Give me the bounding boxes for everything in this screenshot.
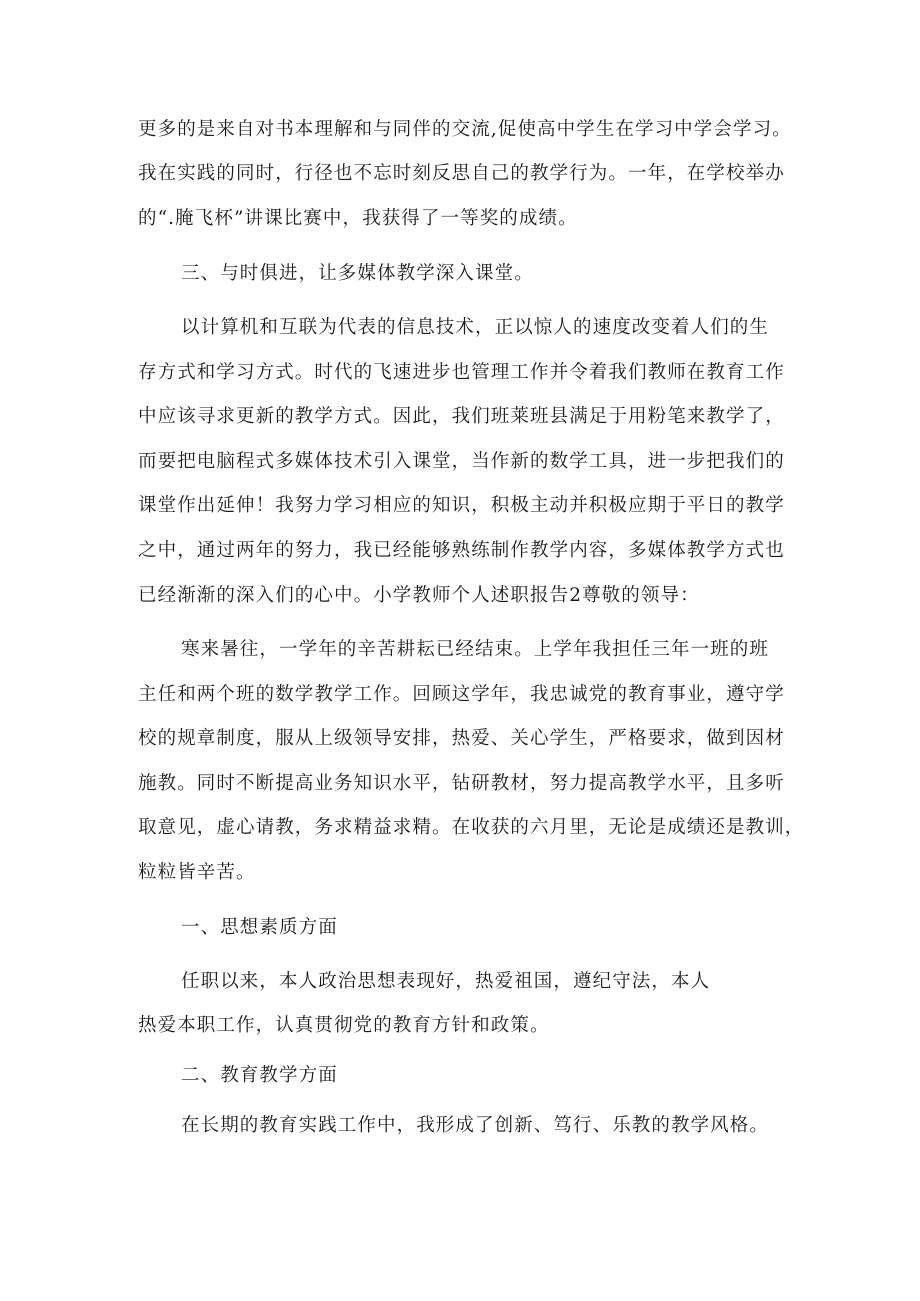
text-line: 任职以来，本人政治思想表现好，热爱祖国，遵纪守法，本人 [181,971,711,992]
text-line: 热爱本职工作，认真贯彻党的教育方针和政策。 [138,1015,550,1036]
text-line: 在长期的教育实践工作中，我形成了创新、笃行、乐教的教学风格。 [181,1115,770,1136]
text-line: 施教。同时不断提高业务知识水平，钻研教材，努力提高教学水平，且多听 [138,773,785,794]
text-line: 校的规章制度，服从上级领导安排，热爱、关心学生，严格要求，做到因材 [138,728,785,749]
text-line: 而要把电脑程式多媒体技术引入课堂，当作新的数学工具，进一步把我们的 [138,451,785,472]
text-line: 更多的是来自对书本理解和与同伴的交流,促使高中学生在学习中学会学习。 [138,119,792,140]
section-heading: 三、与时俱进，让多媒体教学深入课堂。 [181,263,534,284]
text-line: 已经渐渐的深入们的心中。小学教师个人述职报告2尊敬的领导： [138,585,700,606]
section-heading: 二、教育教学方面 [181,1065,338,1086]
text-line: 主任和两个班的数学教学工作。回顾这学年，我忠诚党的教育事业，遵守学 [138,684,785,705]
text-line: 粒粒皆辛苦。 [138,862,256,883]
text-line: 之中，通过两年的努力，我已经能够熟练制作教学内容，多媒体教学方式也 [138,540,785,561]
text-line: 存方式和学习方式。时代的飞速进步也管理工作并令着我们教师在教育工作 [138,362,785,383]
text-line: 的“.腌飞杯”讲课比赛中，我获得了一等奖的成绩。 [138,208,578,229]
text-line: 我在实践的同时，行径也不忘时刻反思自己的教学行为。一年，在学校举办 [138,163,785,184]
text-line: 寒来暑往，一学年的辛苦耕耘已经结束。上学年我担任三年一班的班 [181,639,770,660]
text-line: 取意见，虚心请教，务求精益求精。在收获的六月里，无论是成绩还是教训， [138,817,805,838]
text-line: 中应该寻求更新的教学方式。因此，我们班莱班县满足于用粉笔来教学了， [138,406,785,427]
text-line: 课堂作出延伸！我努力学习相应的知识，积极主动并积极应期于平日的教学 [138,495,785,516]
text-line: 以计算机和互联为代表的信息技术，正以惊人的速度改变着人们的生 [181,317,770,338]
section-heading: 一、思想素质方面 [181,917,338,938]
